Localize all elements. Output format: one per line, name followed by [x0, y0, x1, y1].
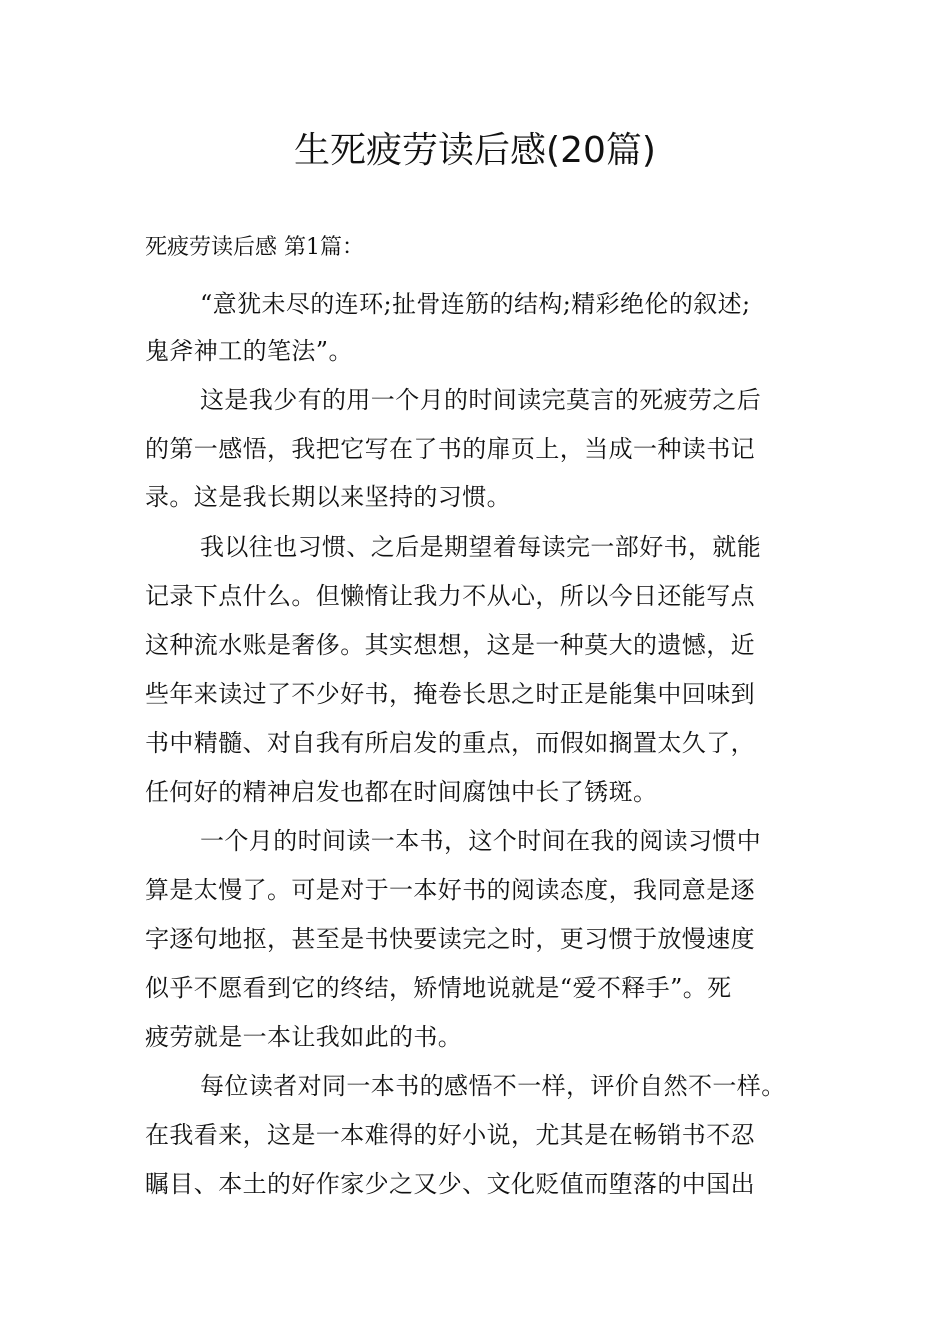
text-line: 我以往也习惯、之后是期望着每读完一部好书，就能: [200, 533, 762, 561]
text-line: 的第一感悟，我把它写在了书的扉页上，当成一种读书记: [145, 435, 755, 463]
text-line: 任何好的精神启发也都在时间腐蚀中长了锈斑。: [145, 778, 658, 806]
text-line: 算是太慢了。可是对于一本好书的阅读态度，我同意是逐: [145, 876, 755, 904]
text-line: 一个月的时间读一本书，这个时间在我的阅读习惯中: [200, 827, 762, 855]
text-line: 瞩目、本土的好作家少之又少、文化贬值而堕落的中国出: [145, 1170, 755, 1198]
text-line: 记录下点什么。但懒惰让我力不从心，所以今日还能写点: [145, 582, 755, 610]
text-line: “意犹未尽的连环;扯骨连筋的结构;精彩绝伦的叙述;: [200, 290, 751, 318]
section-heading: 死疲劳读后感 第1篇：: [145, 235, 364, 260]
text-line: 在我看来，这是一本难得的好小说，尤其是在畅销书不忍: [145, 1121, 755, 1149]
text-line: 每位读者对同一本书的感悟不一样，评价自然不一样。: [200, 1072, 786, 1100]
text-line: 些年来读过了不少好书，掩卷长思之时正是能集中回味到: [145, 680, 755, 708]
text-line: 这是我少有的用一个月的时间读完莫言的死疲劳之后: [200, 386, 762, 414]
text-line: 似乎不愿看到它的终结，矫情地说就是“爱不释手”。死: [145, 974, 732, 1002]
text-line: 录。这是我长期以来坚持的习惯。: [145, 483, 511, 511]
text-line: 鬼斧神工的笔法”。: [145, 337, 353, 365]
text-line: 这种流水账是奢侈。其实想想，这是一种莫大的遗憾，近: [145, 631, 755, 659]
text-line: 字逐句地抠，甚至是书快要读完之时，更习惯于放慢速度: [145, 925, 755, 953]
text-line: 书中精髓、对自我有所启发的重点，而假如搁置太久了，: [145, 729, 755, 757]
text-line: 疲劳就是一本让我如此的书。: [145, 1023, 463, 1051]
document-title: 生死疲劳读后感(20篇): [294, 130, 656, 171]
